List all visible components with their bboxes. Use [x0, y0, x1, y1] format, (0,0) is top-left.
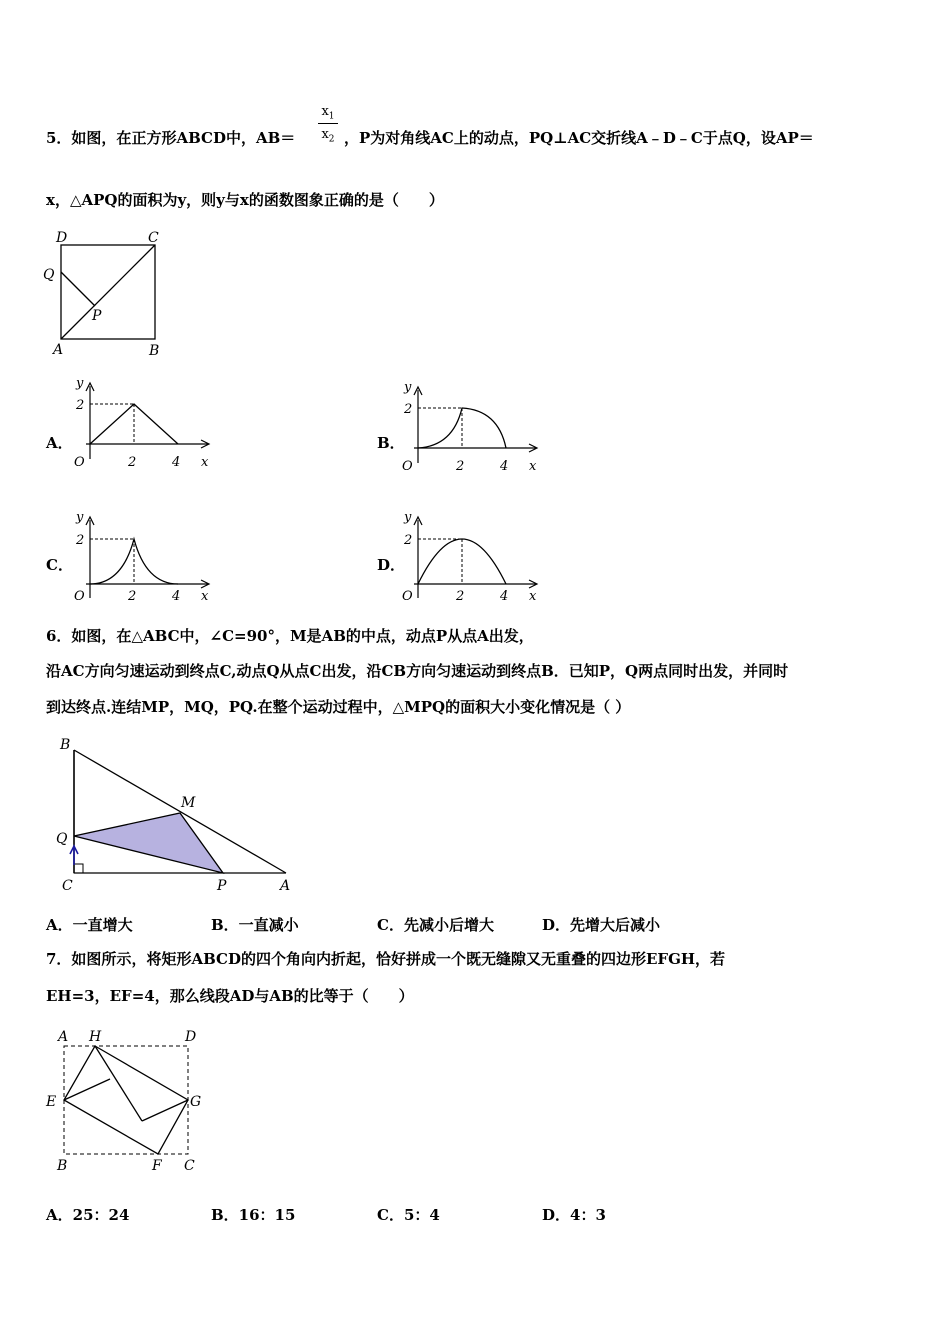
diagonal-ac	[61, 245, 155, 339]
svg-text:O: O	[74, 455, 85, 470]
q6-triangle-figure	[50, 735, 310, 895]
svg-text:O: O	[402, 589, 413, 604]
svg-text:y: y	[76, 510, 84, 525]
segment-pq	[61, 272, 95, 306]
svg-text:2: 2	[76, 398, 85, 413]
rectangle-abcd	[64, 1046, 188, 1154]
fold-line-2	[95, 1046, 142, 1121]
q5-option-c-label[interactable]: C．	[46, 556, 73, 574]
q7-text-line1: 7．如图所示，将矩形ABCD的四个角向内折起，恰好拼成一个既无缝隙又无重叠的四边形EFGH，若	[46, 950, 726, 968]
q5-frac-num-sub: 1	[328, 111, 335, 122]
svg-text:P: P	[217, 878, 227, 894]
svg-text:y: y	[76, 376, 84, 391]
svg-text:2: 2	[128, 455, 137, 470]
svg-text:B: B	[57, 1158, 68, 1174]
right-angle-mark	[74, 864, 83, 873]
svg-text:2: 2	[128, 589, 137, 604]
svg-text:2: 2	[404, 533, 413, 548]
quad-efgh	[64, 1046, 188, 1154]
label-c: C	[148, 230, 159, 246]
q5-option-a-graph[interactable]	[70, 374, 220, 474]
q6-option-d[interactable]: D．先增大后减小	[542, 916, 661, 934]
q5-square-figure	[40, 228, 180, 358]
svg-text:H: H	[89, 1029, 102, 1045]
q5-frac-den: x	[321, 127, 329, 142]
q5-option-a-label[interactable]: A．	[46, 434, 73, 452]
svg-text:F: F	[152, 1158, 162, 1174]
svg-text:2: 2	[76, 533, 85, 548]
q7-rectangle-figure	[40, 1025, 220, 1175]
q5-option-c-graph[interactable]	[70, 508, 220, 608]
svg-text:D: D	[185, 1029, 197, 1045]
svg-text:G: G	[190, 1094, 202, 1110]
q5-text-part2: ，P为对角线AC上的动点，PQ⊥AC交折线A﹣D﹣C于点Q，设AP＝	[344, 129, 814, 147]
q7-option-c[interactable]: C．5：4	[377, 1206, 440, 1224]
q7-option-d[interactable]: D．4：3	[542, 1206, 606, 1224]
svg-text:x: x	[201, 455, 209, 470]
q6-option-c[interactable]: C．先减小后增大	[377, 916, 494, 934]
svg-text:E: E	[46, 1094, 57, 1110]
q5-option-b-graph[interactable]	[398, 378, 548, 478]
svg-text:O: O	[402, 459, 413, 474]
svg-text:B: B	[60, 737, 71, 753]
svg-text:x: x	[529, 459, 537, 474]
q5-frac-den-sub: 2	[328, 134, 335, 145]
q5-option-d-graph[interactable]	[398, 508, 548, 608]
svg-text:A: A	[280, 878, 291, 894]
svg-text:2: 2	[456, 589, 465, 604]
q5-text-line2: x，△APQ的面积为y，则y与x的函数图象正确的是（ ）	[46, 191, 444, 209]
svg-text:4: 4	[500, 459, 509, 474]
svg-text:A: A	[58, 1029, 69, 1045]
svg-text:2: 2	[404, 402, 413, 417]
svg-text:M: M	[181, 795, 196, 811]
svg-text:C: C	[184, 1158, 195, 1174]
svg-text:Q: Q	[56, 831, 68, 847]
q5-option-b-label[interactable]: B．	[377, 434, 405, 452]
label-b: B	[149, 343, 160, 359]
q6-text-line1: 6．如图，在△ABC中，∠C=90°，M是AB的中点，动点P从点A出发，	[46, 627, 534, 645]
label-a: A	[53, 342, 64, 358]
svg-text:4: 4	[172, 455, 181, 470]
q6-text-line2: 沿AC方向匀速运动到终点C,动点Q从点C出发，沿CB方向匀速运动到终点B．已知P，Q两点同时出发，并同时	[46, 662, 789, 680]
svg-text:4: 4	[500, 589, 509, 604]
q6-text-line3: 到达终点.连结MP，MQ，PQ.在整个运动过程中，△MPQ的面积大小变化情况是（ ）	[46, 698, 631, 716]
svg-text:x: x	[529, 589, 537, 604]
svg-text:x: x	[201, 589, 209, 604]
q7-text-line2: EH=3，EF=4，那么线段AD与AB的比等于（ ）	[46, 987, 414, 1005]
q5-fraction	[316, 104, 340, 148]
q7-option-b[interactable]: B．16：15	[211, 1206, 296, 1224]
svg-text:C: C	[62, 878, 73, 894]
svg-text:4: 4	[172, 589, 181, 604]
svg-text:y: y	[404, 380, 412, 395]
svg-text:y: y	[404, 510, 412, 525]
q5-frac-num: x	[321, 104, 329, 119]
label-p: P	[92, 308, 102, 324]
label-d: D	[56, 230, 68, 246]
q5-option-d-label[interactable]: D．	[377, 556, 406, 574]
q6-option-b[interactable]: B．一直减小	[211, 916, 299, 934]
q7-option-a[interactable]: A．25：24	[46, 1206, 130, 1224]
triangle-mpq	[74, 813, 223, 873]
svg-text:O: O	[74, 589, 85, 604]
label-q: Q	[43, 267, 55, 283]
fold-line-3	[142, 1100, 188, 1121]
svg-text:2: 2	[456, 459, 465, 474]
fold-line-1	[64, 1079, 110, 1100]
q5-text-part1: 5．如图，在正方形ABCD中，AB＝	[46, 129, 296, 147]
q6-option-a[interactable]: A．一直增大	[46, 916, 133, 934]
